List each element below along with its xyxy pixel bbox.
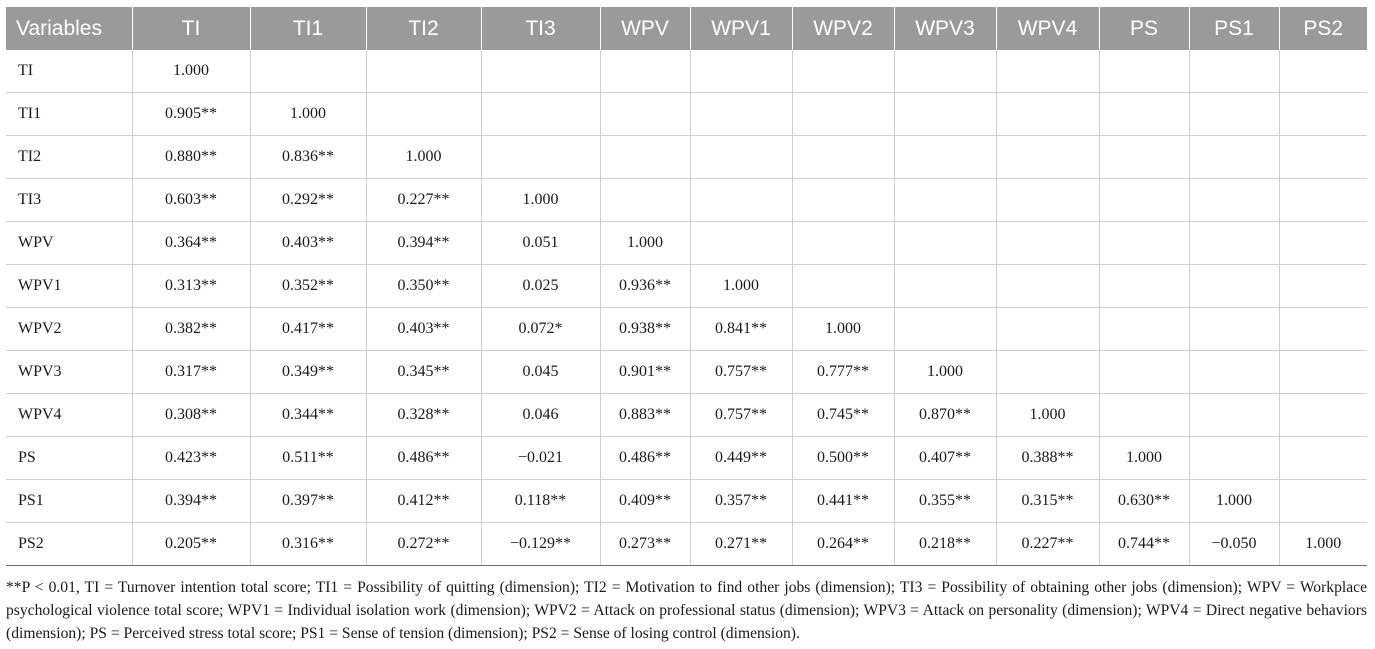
table-cell: 0.486** [366, 437, 481, 480]
table-cell: 0.357** [690, 480, 792, 523]
row-label: PS2 [6, 523, 132, 566]
table-cell [1279, 50, 1367, 93]
table-cell [792, 222, 894, 265]
table-cell [1099, 351, 1189, 394]
row-label: WPV2 [6, 308, 132, 351]
table-cell: 1.000 [132, 50, 250, 93]
table-cell: 0.205** [132, 523, 250, 566]
column-header: TI1 [250, 7, 366, 50]
table-cell [690, 136, 792, 179]
table-cell: 1.000 [250, 93, 366, 136]
table-cell [1189, 394, 1279, 437]
table-cell: 0.355** [894, 480, 996, 523]
table-cell [600, 179, 690, 222]
table-cell: 1.000 [1279, 523, 1367, 566]
table-cell [1279, 351, 1367, 394]
table-cell: 0.227** [366, 179, 481, 222]
table-cell: 0.364** [132, 222, 250, 265]
table-cell: 0.423** [132, 437, 250, 480]
row-label: WPV4 [6, 394, 132, 437]
table-cell [250, 50, 366, 93]
column-header: WPV1 [690, 7, 792, 50]
table-row [6, 222, 1367, 265]
table-cell [894, 222, 996, 265]
table-cell: 0.382** [132, 308, 250, 351]
table-cell [366, 93, 481, 136]
table-cell [996, 351, 1099, 394]
table-cell: 1.000 [690, 265, 792, 308]
row-label: TI3 [6, 179, 132, 222]
row-label: TI2 [6, 136, 132, 179]
table-cell: 0.901** [600, 351, 690, 394]
table-cell: 0.757** [690, 351, 792, 394]
table-cell [792, 50, 894, 93]
table-cell: 0.227** [996, 523, 1099, 566]
row-label: TI [6, 50, 132, 93]
table-cell [996, 265, 1099, 308]
table-cell: 0.441** [792, 480, 894, 523]
table-cell [1189, 222, 1279, 265]
header-row [6, 7, 1367, 50]
column-header: WPV3 [894, 7, 996, 50]
table-cell: 1.000 [1099, 437, 1189, 480]
table-cell [1189, 351, 1279, 394]
table-cell [894, 265, 996, 308]
table-cell [996, 50, 1099, 93]
table-cell: 0.777** [792, 351, 894, 394]
table-cell [1099, 265, 1189, 308]
table-row [6, 394, 1367, 437]
column-header: WPV2 [792, 7, 894, 50]
table-cell: 0.394** [132, 480, 250, 523]
table-cell: 0.273** [600, 523, 690, 566]
table-cell: 0.744** [1099, 523, 1189, 566]
row-label: WPV3 [6, 351, 132, 394]
table-cell [1189, 93, 1279, 136]
table-row [6, 308, 1367, 351]
table-cell [1279, 480, 1367, 523]
table-cell: 0.407** [894, 437, 996, 480]
column-header: WPV4 [996, 7, 1099, 50]
table-cell [996, 222, 1099, 265]
table-cell: 0.417** [250, 308, 366, 351]
table-footnote: **P < 0.01, TI = Turnover intention total score; TI1 = Possibility of quitting (dimension); TI2 = Motivation to find other jobs (dimension); TI3 = Possibility of obtaining other jobs (dimension); WPV = Workplace psychological violence total score; WPV1 = Individual isolation work (dimension); WPV2 = Attack on professional status (dimension); WPV3 = Attack on personality (dimension); WPV4 = Direct negative behaviors (dimension); PS = Perceived stress total score; PS1 = Sense of tension (dimension); PS2 = Sense of losing control (dimension). [6, 579, 1367, 642]
table-cell: 0.511** [250, 437, 366, 480]
table-row [6, 265, 1367, 308]
table-cell: 0.870** [894, 394, 996, 437]
row-label: PS1 [6, 480, 132, 523]
column-header: WPV [600, 7, 690, 50]
table-cell [1279, 93, 1367, 136]
table-row [6, 523, 1367, 566]
table-cell: 0.344** [250, 394, 366, 437]
table-cell [996, 179, 1099, 222]
table-cell [1189, 308, 1279, 351]
table-cell: 0.292** [250, 179, 366, 222]
table-cell: 0.630** [1099, 480, 1189, 523]
table-cell [996, 308, 1099, 351]
table-row [6, 50, 1367, 93]
table-cell: 0.072* [481, 308, 600, 351]
table-cell: 0.938** [600, 308, 690, 351]
table-cell: 1.000 [600, 222, 690, 265]
table-cell: 0.308** [132, 394, 250, 437]
table-cell [996, 93, 1099, 136]
table-cell [792, 265, 894, 308]
table-cell: 0.936** [600, 265, 690, 308]
table-row [6, 93, 1367, 136]
table-cell [894, 136, 996, 179]
row-label: PS [6, 437, 132, 480]
table-cell [600, 50, 690, 93]
correlation-table-container [6, 7, 1367, 645]
table-cell: 0.316** [250, 523, 366, 566]
table-cell [1279, 179, 1367, 222]
table-cell [894, 179, 996, 222]
column-header: TI2 [366, 7, 481, 50]
table-cell: −0.021 [481, 437, 600, 480]
table-cell [690, 179, 792, 222]
column-header: Variables [6, 7, 132, 50]
table-row [6, 480, 1367, 523]
column-header: PS [1099, 7, 1189, 50]
table-cell: 0.345** [366, 351, 481, 394]
table-cell: 0.603** [132, 179, 250, 222]
table-cell [481, 50, 600, 93]
table-cell: 0.272** [366, 523, 481, 566]
table-body [6, 50, 1367, 566]
table-cell: 1.000 [366, 136, 481, 179]
table-cell: 1.000 [996, 394, 1099, 437]
table-cell [792, 179, 894, 222]
column-header: PS1 [1189, 7, 1279, 50]
correlation-table [6, 7, 1367, 566]
table-cell: 0.880** [132, 136, 250, 179]
table-cell: −0.050 [1189, 523, 1279, 566]
table-cell [1279, 136, 1367, 179]
table-cell: 0.745** [792, 394, 894, 437]
table-row [6, 179, 1367, 222]
table-cell [1279, 437, 1367, 480]
table-cell [600, 93, 690, 136]
table-cell [690, 93, 792, 136]
table-cell [1189, 50, 1279, 93]
table-cell [1099, 308, 1189, 351]
table-cell [1099, 179, 1189, 222]
table-cell: 1.000 [792, 308, 894, 351]
table-cell: 0.313** [132, 265, 250, 308]
table-cell [1099, 394, 1189, 437]
table-cell: 0.905** [132, 93, 250, 136]
row-label: WPV [6, 222, 132, 265]
table-cell: 0.051 [481, 222, 600, 265]
table-cell: 1.000 [1189, 480, 1279, 523]
table-cell: 0.271** [690, 523, 792, 566]
table-cell: 0.118** [481, 480, 600, 523]
table-cell [481, 136, 600, 179]
table-cell [690, 222, 792, 265]
table-cell [894, 93, 996, 136]
table-cell: 0.403** [250, 222, 366, 265]
table-cell [1279, 222, 1367, 265]
table-cell: 0.486** [600, 437, 690, 480]
table-cell: 0.757** [690, 394, 792, 437]
table-cell [1279, 308, 1367, 351]
table-row [6, 136, 1367, 179]
table-cell: 0.045 [481, 351, 600, 394]
table-cell [1279, 265, 1367, 308]
table-cell: −0.129** [481, 523, 600, 566]
table-cell [366, 50, 481, 93]
table-cell: 0.046 [481, 394, 600, 437]
table-cell: 0.403** [366, 308, 481, 351]
table-cell [1189, 265, 1279, 308]
table-cell [894, 50, 996, 93]
table-cell: 0.218** [894, 523, 996, 566]
table-cell: 0.412** [366, 480, 481, 523]
table-cell: 0.025 [481, 265, 600, 308]
table-row [6, 437, 1367, 480]
table-cell: 0.394** [366, 222, 481, 265]
table-cell: 0.317** [132, 351, 250, 394]
table-cell [481, 93, 600, 136]
table-cell: 0.409** [600, 480, 690, 523]
table-cell [1099, 50, 1189, 93]
table-cell [1099, 136, 1189, 179]
row-label: WPV1 [6, 265, 132, 308]
table-cell: 0.397** [250, 480, 366, 523]
table-cell: 0.388** [996, 437, 1099, 480]
column-header: TI3 [481, 7, 600, 50]
table-cell: 0.836** [250, 136, 366, 179]
table-cell [792, 93, 894, 136]
table-cell [690, 50, 792, 93]
table-cell: 0.315** [996, 480, 1099, 523]
table-cell: 0.352** [250, 265, 366, 308]
column-header: PS2 [1279, 7, 1367, 50]
table-cell [1189, 437, 1279, 480]
table-cell [792, 136, 894, 179]
table-cell: 1.000 [481, 179, 600, 222]
table-cell [600, 136, 690, 179]
table-cell: 1.000 [894, 351, 996, 394]
column-header: TI [132, 7, 250, 50]
table-cell [894, 308, 996, 351]
table-cell: 0.328** [366, 394, 481, 437]
row-label: TI1 [6, 93, 132, 136]
table-cell: 0.264** [792, 523, 894, 566]
table-cell [996, 136, 1099, 179]
table-cell [1099, 93, 1189, 136]
table-cell [1189, 136, 1279, 179]
table-cell [1279, 394, 1367, 437]
table-cell [1099, 222, 1189, 265]
table-cell: 0.500** [792, 437, 894, 480]
table-cell [1189, 179, 1279, 222]
table-cell: 0.883** [600, 394, 690, 437]
table-cell: 0.349** [250, 351, 366, 394]
table-cell: 0.841** [690, 308, 792, 351]
table-cell: 0.350** [366, 265, 481, 308]
table-row [6, 351, 1367, 394]
table-cell: 0.449** [690, 437, 792, 480]
